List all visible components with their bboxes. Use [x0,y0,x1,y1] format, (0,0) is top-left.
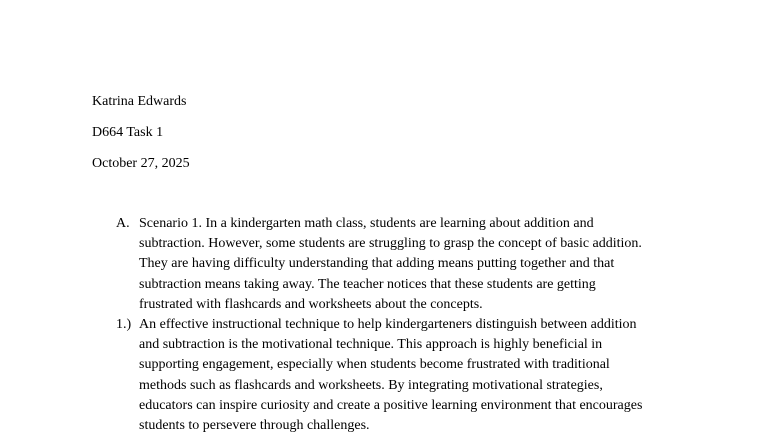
paragraph-line: educators can inspire curiosity and create a positive learning environment that encourages [139,397,643,413]
paragraph-line: An effective instructional technique to help kindergarteners distinguish between addition [139,317,637,332]
document-date: October 27, 2025 [92,156,190,171]
author-name: Katrina Edwards [92,94,187,109]
paragraph-line: students to persevere through challenges. [139,417,370,433]
paragraph-line: Scenario 1. In a kindergarten math class, students are learning about addition and [139,216,594,231]
paragraph-line: subtraction means taking away. The teacher notices that these students are getting [139,276,596,292]
paragraph-line: methods such as flashcards and worksheets. By integrating motivational strategies, [139,377,603,393]
list-marker: 1.) [116,317,132,332]
scenario-paragraph [139,214,699,315]
paragraph-line: They are having difficulty understanding that adding means putting together and that [139,256,615,272]
paragraph-line: and subtraction is the motivational technique. This approach is highly beneficial in [139,337,603,353]
paragraph-line: supporting engagement, especially when students become frustrated with traditional [139,357,610,373]
course-title: D664 Task 1 [92,125,164,140]
paragraph-line: frustrated with flashcards and worksheets about the concepts. [139,296,483,312]
list-marker: A. [116,216,130,231]
paragraph-line: subtraction. However, some students are struggling to grasp the concept of basic addition. [139,236,642,252]
answer-paragraph [139,315,699,436]
